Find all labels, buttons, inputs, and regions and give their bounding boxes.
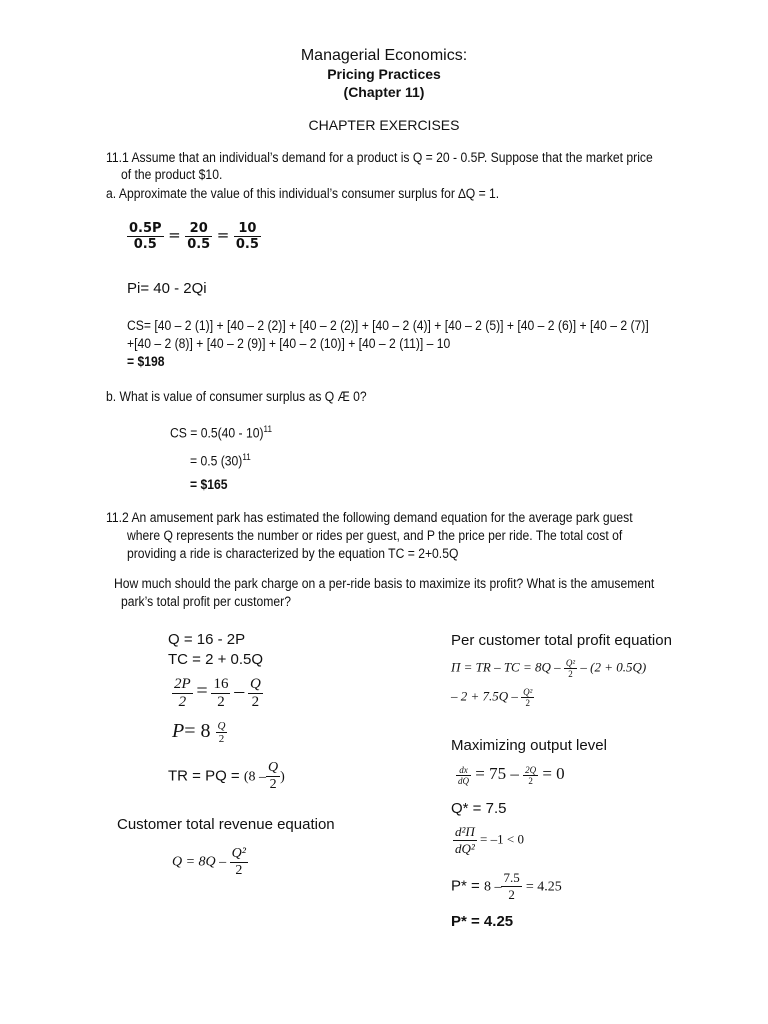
maximizing-label: Maximizing output level (451, 737, 607, 754)
section-heading: CHAPTER EXERCISES (308, 117, 460, 133)
demand-equation: Q = 16 - 2P (168, 631, 246, 648)
q112-line1: 11.2 An amusement park has estimated the following demand equation for the average park guest (106, 510, 633, 525)
b-line1: CS = 0.5(40 - 10)$^{11}$ (170, 424, 272, 441)
cs-result: = $198 (127, 354, 165, 369)
document-subtitle: Pricing Practices (327, 66, 441, 82)
q112-line3: providing a ride is characterized by the equation TC = 2+0.5Q (127, 546, 459, 561)
chapter-label: (Chapter 11) (343, 84, 425, 100)
q112-question1: How much should the park charge on a per-ride basis to maximize its profit? What is the amusement (114, 576, 655, 591)
tc-equation: TC = 2 + 0.5Q (168, 651, 264, 668)
p-star-equation: P* = 8 – $\frac{7.5}{2}$ = 4.25 (451, 870, 562, 902)
fraction-equation: $\frac{2P}{2}$ = $\frac{16}{2}$ – $\frac{Q}{2}$ (174, 676, 261, 710)
q-star: Q* = 7.5 (451, 800, 507, 817)
document-title: Managerial Economics: (300, 47, 468, 64)
tr-equation: TR = PQ = (8 – $\frac{Q}{2}$ ) (168, 760, 285, 792)
profit-equation-2: – 2 + 7.5Q – $\frac{\text{Q²}}{2}$ (451, 687, 533, 708)
q112-line2: where Q represents the number or rides per guest, and P the price per ride. The total cost of (127, 528, 623, 543)
q112-question2: park’s total profit per customer? (121, 594, 291, 609)
q111-line2: of the product $10. (121, 167, 223, 182)
b-result: = $165 (190, 477, 228, 492)
profit-equation-1: Π = TR – TC = 8Q – $\frac{\text{Q²}}{2}$ – (2 + 0.5Q) (451, 658, 647, 679)
revenue-equation: Q = 8Q – $\frac{\text{Q²}}{2}$ (172, 846, 246, 878)
cs-line1: CS= [40 – 2 (1)] + [40 – 2 (2)] + [40 – 2 (2)] + [40 – 2 (4)] + [40 – 2 (5)] + [40 – 2 (6)] + [40 – 2 (7)] (127, 318, 649, 333)
revenue-equation-label: Customer total revenue equation (117, 816, 335, 833)
q111-line1: 11.1 Assume that an individual’s demand for a product is Q = 20 - 0.5P. Suppose that the market price (106, 150, 653, 165)
q111-part-a: a. Approximate the value of this individual’s consumer surplus for ∆Q = 1. (106, 186, 500, 201)
ratio-equation: $\frac{0.5P}{0.5}$ = $\frac{20}{0.5}$ = $\frac{10}{0.5}$ (129, 221, 259, 252)
cs-line2: +[40 – 2 (8)] + [40 – 2 (9)] + [40 – 2 (10)] + [40 – 2 (11)] – 10 (127, 336, 451, 351)
p-star-final: P* = 4.25 (451, 913, 514, 930)
b-line2: = 0.5 $(30)^{11}$ (190, 452, 251, 469)
q111-part-b: b. What is value of consumer surplus as Q Æ 0? (106, 389, 367, 404)
price-equation: P= 8 $\frac{Q}{2}$ (172, 720, 226, 745)
pi-equation: Pi= 40 - 2Qi (127, 280, 207, 297)
second-derivative: $\frac{\text{d²Π}}{\text{dQ²}}$ = –1 < 0 (455, 824, 524, 856)
profit-equation-label: Per customer total profit equation (451, 632, 672, 649)
first-derivative: $\frac{dx}{dQ}$ = 75 – $\frac{2Q}{2}$ = 0 (458, 764, 565, 786)
